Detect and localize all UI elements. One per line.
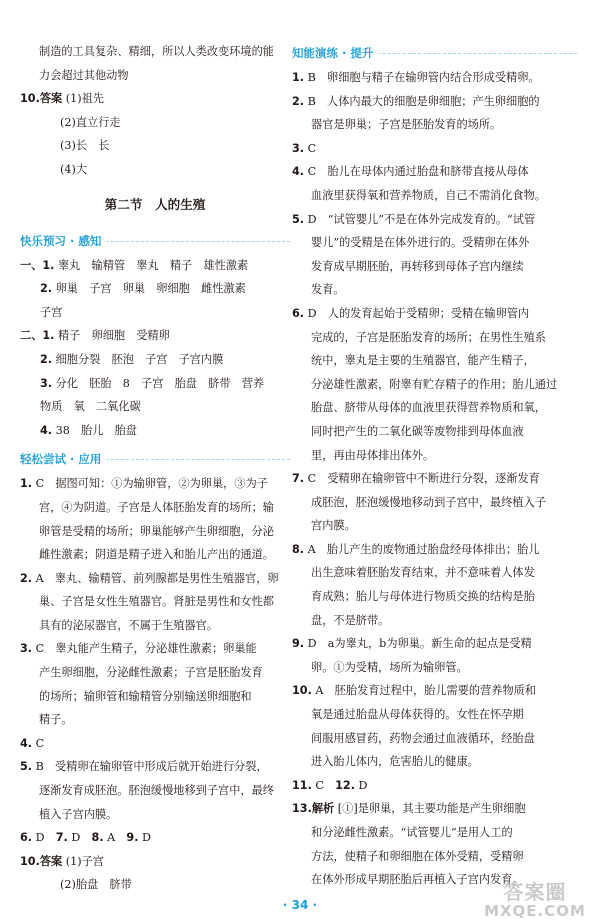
answer-label: 答案: [39, 854, 63, 868]
item-number: 2.: [292, 94, 305, 108]
text-line: 的场所；输卵管和输精管分别输送卵细胞和: [39, 689, 252, 703]
item-number: 7.: [292, 472, 305, 486]
text-line: 成胚泡，胚泡缓慢地移动到子宫中，最终植入子: [311, 495, 546, 509]
watermark-logo: [476, 881, 594, 921]
item-text: D: [354, 778, 368, 792]
text-line: (3)长 长: [60, 139, 110, 153]
answer-item: [20, 472, 290, 496]
item-text: B 卵细胞与精子在输卵管内结合形成受精卵。: [304, 71, 540, 84]
answer-item: [292, 679, 577, 703]
watermark-url: MXQE.COM: [484, 902, 586, 920]
item-text: 卵巢 子宫 卵巢 卵细胞 雌性激素: [52, 282, 246, 296]
item-text: 38 胎儿 胎盘: [52, 423, 137, 437]
item-text: C 睾丸能产生精子，分泌雄性激素；卵巢能: [32, 642, 257, 656]
item-number: 2.: [40, 282, 53, 296]
item-text: 睾丸 输精管 睾丸 精子 雄性激素: [54, 258, 249, 272]
text-line: 宫内膜。: [311, 519, 356, 533]
answer-item: [292, 632, 577, 656]
text-line: 出生意味着胚胎发育结束，并不意味着人体发: [311, 566, 535, 580]
item-number: 6.: [20, 831, 33, 845]
item-number: 4.: [292, 165, 305, 179]
text-line: 雌性激素；阴道是精子进入和胎儿产出的通道。: [39, 548, 274, 562]
text-line: 胎盘、脐带从母体的血液里获得营养物质和氧，: [311, 401, 546, 415]
text-line: 婴儿”的受精是在体外进行的。受精卵在体外: [311, 236, 530, 250]
answer-label: 答案: [39, 92, 63, 106]
text-line: 器官是卵巢；子宫是胚胎发育的场所。: [311, 118, 502, 132]
item-text: B 人体内最大的细胞是卵细胞；产生卵细胞的: [304, 94, 540, 108]
item-number: 一、1.: [20, 258, 55, 272]
text-line: 具有的泌尿器官，不属于生殖器官。: [39, 618, 219, 632]
item-number: 5.: [20, 760, 33, 774]
text-line: 和分泌雌性激素。“试管婴儿”是用人工的: [311, 826, 513, 839]
item-text: C: [304, 141, 317, 155]
item-number: 8.: [292, 542, 305, 556]
text-line: 物质 氧 二氧化碳: [40, 400, 141, 414]
question-number: 10.: [20, 92, 40, 106]
answer-item: [292, 90, 577, 114]
preview-item: [20, 254, 290, 278]
item-text: 分化 胚胎 8 子宫 胎盘 脐带 营养: [52, 376, 265, 390]
item-number: 8.: [91, 831, 104, 845]
text-line: 完成的，子宫是胚胎发育的场所；在男性生殖系: [311, 330, 546, 344]
left-column: [20, 40, 290, 897]
text-line: 在体外形成早期胚胎后再植入子宫内发育。: [311, 873, 524, 887]
item-number: 5.: [292, 212, 305, 226]
text-line: 宫，④为阴道。子宫是人体胚胎发育的场所；输: [39, 500, 274, 514]
exercise-heading-bar: [292, 40, 577, 66]
item-number: 3.: [20, 642, 33, 656]
answer-item-group: [292, 774, 577, 798]
analysis-label: 解析: [311, 802, 335, 816]
preview-item: [20, 372, 290, 396]
item-text: D: [67, 831, 92, 845]
text-line: 分泌雄性激素，附睾有贮存精子的作用；胎儿通过: [311, 377, 558, 391]
answer-item: [20, 755, 290, 779]
item-text: A 睾丸、输精管、前列腺都是男性生殖器官，卵: [32, 571, 279, 585]
answer-item: [292, 208, 577, 232]
text-line: 氧是通过胎盘从母体获得的。女性在怀孕期: [311, 708, 524, 722]
answer-item: [292, 137, 577, 161]
answer-item: [292, 160, 577, 184]
text-line: (2)直立行走: [60, 115, 121, 129]
item-text: D “试管婴儿”不是在体外完成发育的。“试管: [304, 212, 536, 226]
text-line: 间服用感冒药，药物会通过血液循环，经胎盘: [311, 731, 535, 745]
answer-text: (1)祖先: [62, 92, 104, 106]
item-number: 7.: [55, 831, 68, 845]
item-text: B 受精卵在输卵管中形成后就开始进行分裂，: [32, 760, 268, 774]
preview-heading-bar: [20, 228, 290, 254]
text-line: 同时把产生的二氧化碳等废物排到母体血液: [311, 424, 524, 438]
text-line: 精子。: [39, 713, 73, 727]
item-number: 1.: [20, 477, 33, 491]
item-text: D a为睾丸，b为卵巢。新生命的起点是受精: [304, 637, 532, 651]
exercise-heading: 知能演练 · 提升: [292, 45, 379, 61]
item-number: 3.: [292, 141, 305, 155]
text-line: 子宫: [40, 305, 63, 319]
text-line: 里，再由母体排出体外。: [311, 448, 435, 462]
item-number: 10.: [292, 684, 312, 698]
text-line: 育成熟；胎儿与母体进行物质交换的结构是胎: [311, 590, 535, 604]
answer-item: [292, 302, 577, 326]
item-text: (1)子宫: [62, 854, 104, 868]
text-line: 发育成早期胚胎，再转移到母体子宫内继续: [311, 259, 524, 273]
answer-item: [20, 637, 290, 661]
answer-item-group: [20, 826, 290, 850]
answer-item: [292, 538, 577, 562]
text-line: 卵。①为受精，场所为输卵管。: [311, 660, 468, 674]
item-number: 12.: [335, 778, 355, 792]
item-text: 细胞分裂 胚泡 子宫 子宫内膜: [52, 352, 224, 366]
preview-item: [20, 324, 290, 348]
text-line: 植入子宫内膜。: [39, 807, 118, 821]
item-number: 2.: [40, 352, 53, 366]
item-number: 10.: [20, 854, 40, 868]
item-number: 2.: [20, 571, 33, 585]
answer-item: [20, 732, 290, 756]
preview-heading: 快乐预习 · 感知: [20, 233, 107, 249]
item-number: 6.: [292, 306, 305, 320]
item-text: A 胎儿产生的废物通过胎盘经母体排出；胎儿: [304, 542, 540, 556]
text-line: 卵管是受精的场所；卵巢能够产生卵细胞，分泌: [39, 524, 274, 538]
section-title: 第二节 人的生殖: [104, 196, 206, 212]
text-line: 巢、子宫是女性生殖器官。肾脏是男性和女性都: [39, 595, 274, 609]
preview-item: [20, 348, 290, 372]
item-number: 11.: [292, 778, 312, 792]
practice-heading-bar: [20, 446, 290, 472]
text-line: 统中，睾丸是主要的生殖器官，能产生精子，: [311, 354, 535, 368]
item-text: C 受精卵在输卵管中不断进行分裂，逐渐发育: [304, 472, 540, 486]
item-text: C 据图可知：①为输卵管，②为卵巢，③为子: [32, 477, 268, 491]
text-line: 产生卵细胞，分泌雌性激素；子宫是胚胎发育: [39, 666, 263, 680]
text-line: 发育。: [311, 283, 345, 297]
item-number: 3.: [40, 376, 53, 390]
text-line: 逐渐发育成胚泡。胚泡缓慢地移到子宫中，最终: [39, 784, 274, 798]
text-line: 方法，使精子和卵细胞在体外受精，受精卵: [311, 849, 524, 863]
item-number: 9.: [126, 831, 139, 845]
item-text: C: [32, 736, 45, 750]
item-number: 1.: [292, 71, 305, 84]
preview-item: [20, 277, 290, 301]
text-line: (2)胎盘 脐带: [60, 878, 132, 892]
item-text: A 胚胎发育过程中，胎儿需要的营养物质和: [311, 684, 537, 698]
item-text: C: [311, 778, 336, 792]
watermark-text: 答案圈: [503, 880, 567, 904]
answer-item: [20, 567, 290, 591]
right-column: [292, 40, 577, 892]
answer-item: [292, 467, 577, 491]
answer-item: [20, 850, 290, 874]
preview-item: [20, 419, 290, 443]
item-text: A: [103, 831, 127, 845]
answer-item: [292, 797, 577, 821]
text-line: 血液里获得氧和营养物质，自己不需消化食物。: [311, 188, 546, 202]
text-line: 盘，不是脐带。: [311, 613, 390, 627]
page-number: · 34 ·: [282, 898, 318, 912]
item-number: 9.: [292, 637, 305, 651]
item-text: D: [32, 831, 56, 845]
text-line: (4)大: [60, 162, 88, 176]
text-line: 进入胎儿体内，危害胎儿的健康。: [311, 755, 479, 769]
item-text: D 人的发育起始于受精卵；受精在输卵管内: [304, 306, 530, 320]
item-number: 13.: [292, 802, 312, 816]
item-text: D: [138, 831, 151, 845]
item-text: 精子 卵细胞 受精卵: [54, 329, 170, 343]
item-text: C 胎儿在母体内通过胎盘和脐带直接从母体: [304, 165, 529, 179]
item-number: 4.: [20, 736, 33, 750]
item-number: 4.: [40, 423, 53, 437]
answer-item: [292, 66, 577, 90]
text-line: 力会超过其他动物: [39, 68, 129, 82]
question-10-answer: [20, 87, 290, 111]
text-line: 制造的工具复杂、精细，所以人类改变环境的能: [39, 45, 274, 58]
item-text: [①]是卵巢，其主要功能是产生卵细胞: [334, 802, 526, 816]
practice-heading: 轻松尝试 · 应用: [20, 451, 107, 467]
item-number: 二、1.: [20, 329, 55, 343]
